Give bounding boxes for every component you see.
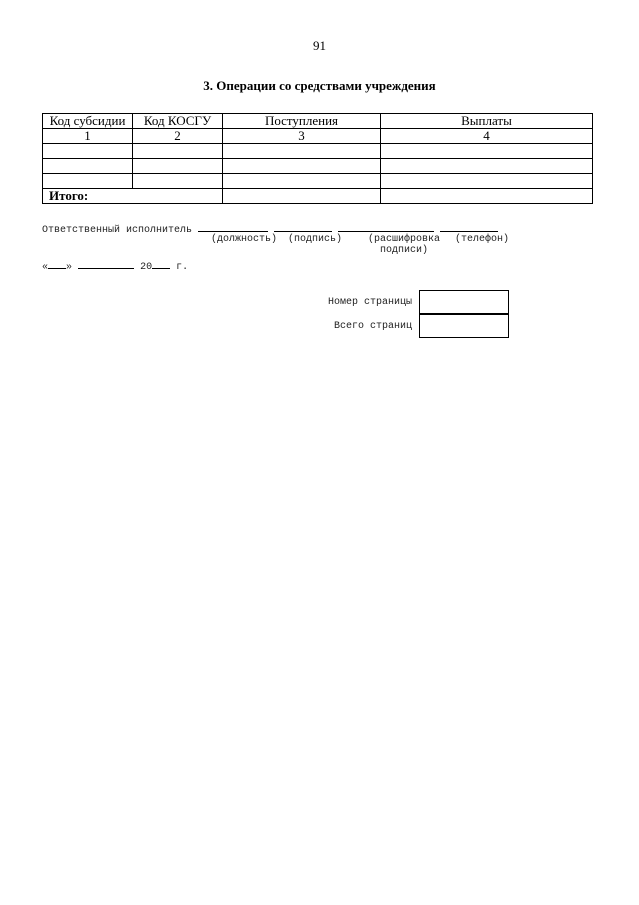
decoding-caption <box>362 234 446 256</box>
table-cell[interactable] <box>133 144 223 159</box>
table-cell[interactable] <box>381 159 593 174</box>
table-cell[interactable] <box>223 159 381 174</box>
total-receipts-cell[interactable] <box>223 189 381 204</box>
column-number: 1 <box>43 129 133 144</box>
decoding-caption-line: подписи) <box>379 245 428 256</box>
table-cell[interactable] <box>381 144 593 159</box>
phone-caption: (телефон) <box>455 234 510 245</box>
table-row <box>43 144 593 159</box>
table-row <box>43 159 593 174</box>
close-quote: » <box>66 262 73 273</box>
signature-caption: (подпись) <box>288 234 343 245</box>
table-cell[interactable] <box>381 174 593 189</box>
table-cell[interactable] <box>133 159 223 174</box>
column-number: 3 <box>223 129 381 144</box>
table-cell[interactable] <box>43 174 133 189</box>
column-number: 4 <box>381 129 593 144</box>
decoding-caption-line: (расшифровка <box>367 234 440 245</box>
total-label: Итого: <box>43 189 223 204</box>
decoding-field[interactable] <box>338 221 434 232</box>
responsible-label: Ответственный исполнитель <box>42 225 193 236</box>
signature-field[interactable] <box>274 221 332 232</box>
total-payments-cell[interactable] <box>381 189 593 204</box>
total-row <box>43 189 593 204</box>
day-field[interactable] <box>48 258 66 269</box>
page-number: 91 <box>313 38 326 53</box>
date-line <box>42 258 188 273</box>
section-title: 3. Операции со средствами учреждения <box>203 78 436 93</box>
table-cell[interactable] <box>223 174 381 189</box>
total-pages-box[interactable] <box>419 314 509 338</box>
month-field[interactable] <box>78 258 134 269</box>
table-row <box>43 174 593 189</box>
column-number: 2 <box>133 129 223 144</box>
year-suffix: г. <box>176 262 189 273</box>
header-subsidy-code: Код субсидии <box>43 114 133 129</box>
table-cell[interactable] <box>43 144 133 159</box>
table-cell[interactable] <box>133 174 223 189</box>
year-prefix: 20 <box>140 262 153 273</box>
phone-field[interactable] <box>440 221 498 232</box>
year-field[interactable] <box>152 258 170 269</box>
open-quote: « <box>42 262 49 273</box>
table-header-row <box>43 114 593 129</box>
position-field[interactable] <box>198 221 268 232</box>
header-receipts: Поступления <box>223 114 381 129</box>
page-number-label: Номер страницы <box>327 297 412 308</box>
column-number-row <box>43 129 593 144</box>
table-cell[interactable] <box>43 159 133 174</box>
header-payments: Выплаты <box>381 114 593 129</box>
header-kosgu-code: Код КОСГУ <box>133 114 223 129</box>
operations-table <box>42 113 593 204</box>
position-caption: (должность) <box>211 234 278 245</box>
page-number-box[interactable] <box>419 290 509 314</box>
total-pages-label: Всего страниц <box>333 321 412 332</box>
table-cell[interactable] <box>223 144 381 159</box>
